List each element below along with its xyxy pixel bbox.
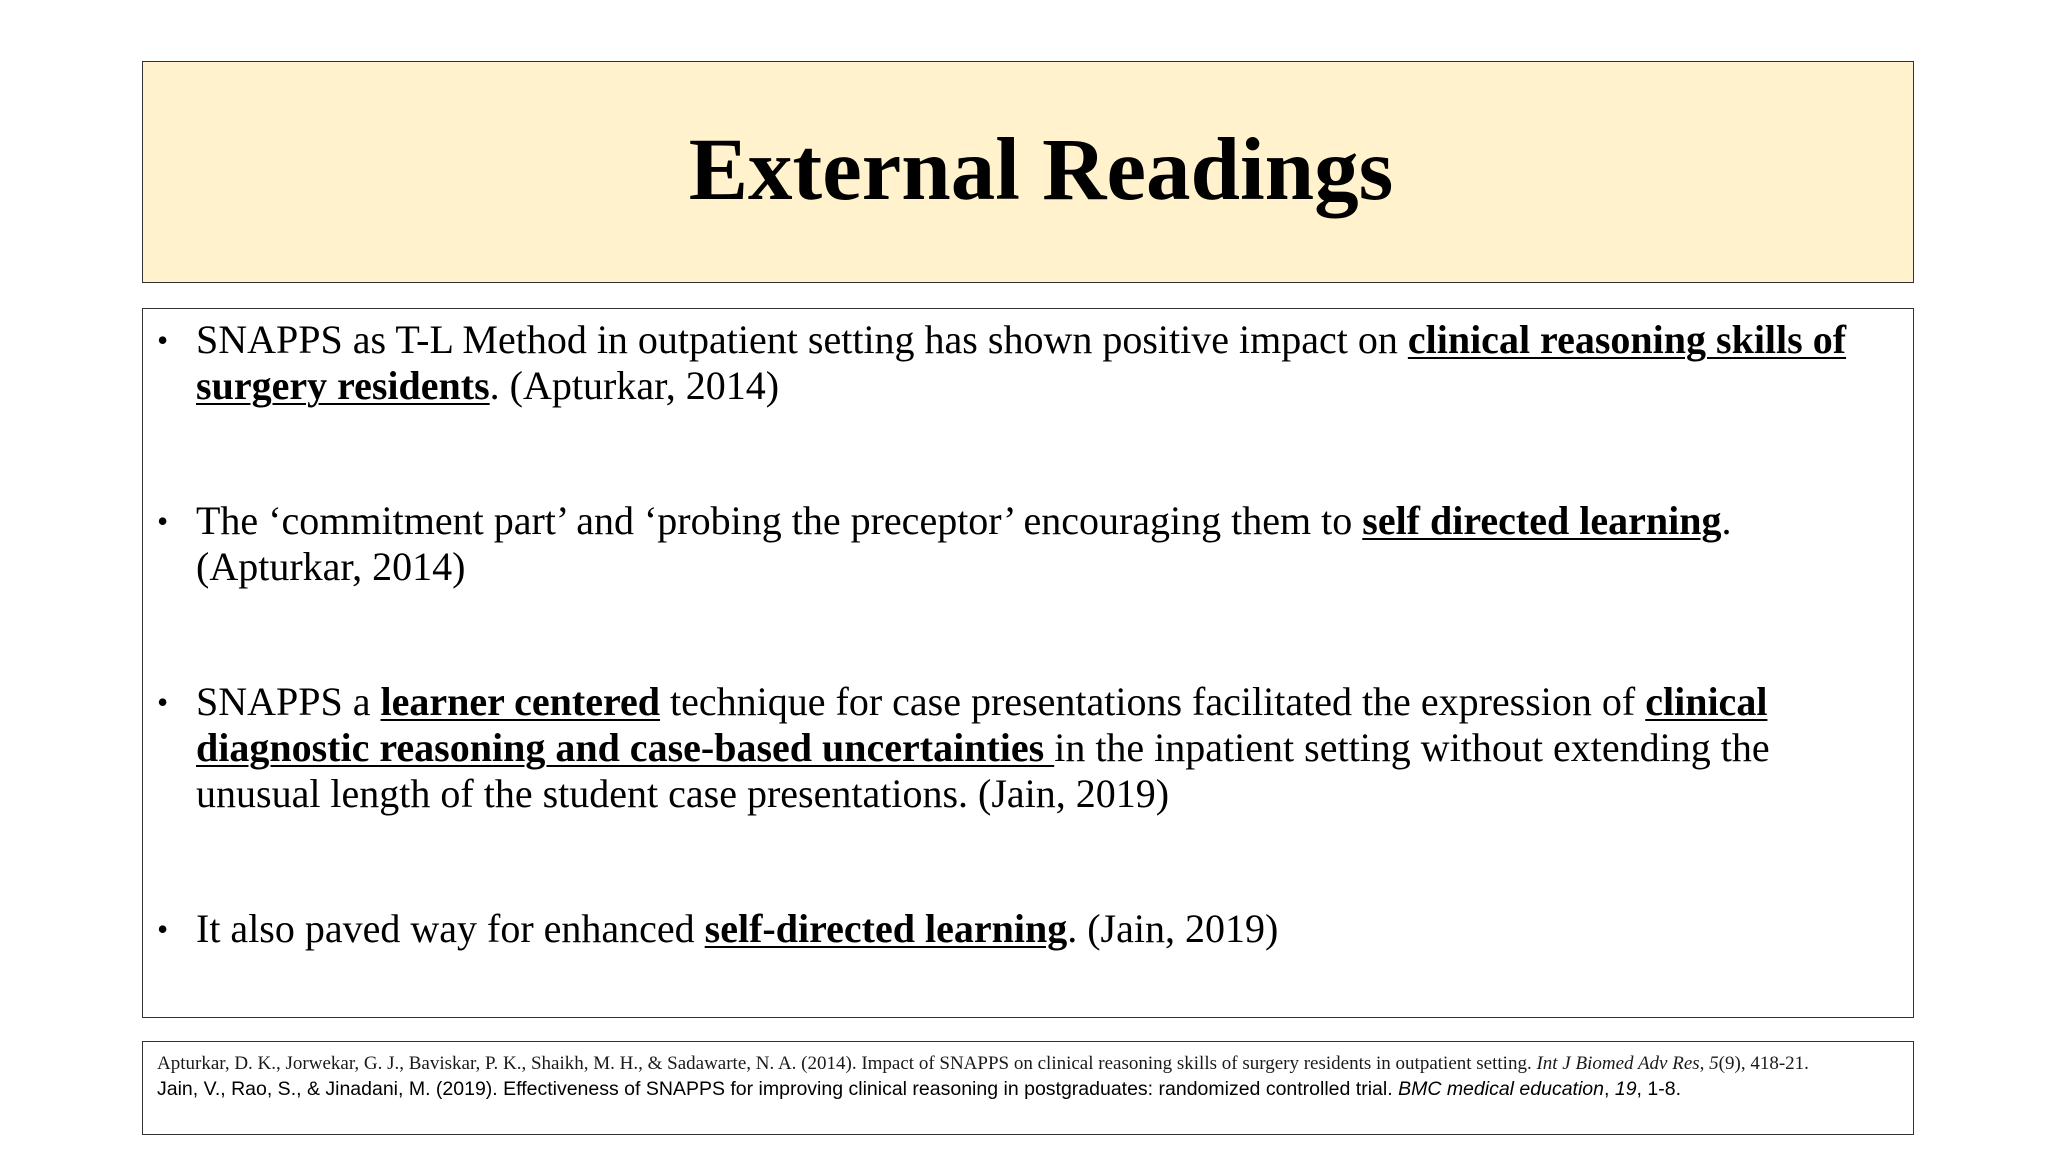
emphasis-text: self-directed learning: [704, 906, 1068, 951]
content-box: [142, 308, 1914, 1018]
journal-volume: 19: [1614, 1078, 1637, 1100]
bullet-item: [143, 498, 1913, 590]
bullet-item: [143, 906, 1913, 952]
reference-apturkar: Apturkar, D. K., Jorwekar, G. J., Baviskar, P. K., Shaikh, M. H., & Sadawarte, N. A. (2014). Impact of SNAPPS on clinical reasoning skills of surgery residents in outpatient setting. Int J Biomed Adv Res, 5(9), 418-21.: [157, 1053, 1809, 1074]
bullet-text: It also paved way for enhanced self-directed learning. (Jain, 2019): [196, 906, 1279, 951]
journal-name: BMC medical education: [1398, 1078, 1604, 1100]
emphasis-text: self directed learning: [1362, 498, 1722, 543]
bullet-marker: •: [157, 684, 169, 720]
title-banner: [142, 61, 1914, 283]
emphasis-text: clinical reasoning skills of surgery residents: [196, 317, 1847, 408]
slide-title: External Readings: [688, 120, 1394, 219]
references-box: [142, 1041, 1914, 1135]
emphasis-text: learner centered: [380, 679, 661, 724]
bullet-marker: •: [157, 911, 169, 947]
bullet-text: SNAPPS as T-L Method in outpatient setting has shown positive impact on clinical reasoning skills of surgery residents. (Apturkar, 2014): [196, 317, 1847, 408]
bullet-text: The ‘commitment part’ and ‘probing the preceptor’ encouraging them to self directed learning. (Apturkar, 2014): [196, 498, 1732, 589]
bullet-item: [143, 317, 1913, 409]
reference-jain: Jain, V., Rao, S., & Jinadani, M. (2019). Effectiveness of SNAPPS for improving clinical reasoning in postgraduates: randomized controlled trial. BMC medical education, 19, 1-8.: [157, 1078, 1681, 1100]
bullet-marker: •: [157, 503, 169, 539]
bullet-text: SNAPPS a learner centered technique for case presentations facilitated the expression of clinical diagnostic reasoning and case-based uncertainties in the inpatient setting without extending the unusual length of the student case presentations. (Jain, 2019): [196, 679, 1770, 816]
journal-name: Int J Biomed Adv Res: [1536, 1053, 1700, 1074]
journal-volume: 5: [1709, 1053, 1719, 1074]
emphasis-text: clinical diagnostic reasoning and case-based uncertainties: [196, 679, 1768, 770]
bullet-item: [143, 679, 1913, 817]
bullet-marker: •: [157, 322, 169, 358]
